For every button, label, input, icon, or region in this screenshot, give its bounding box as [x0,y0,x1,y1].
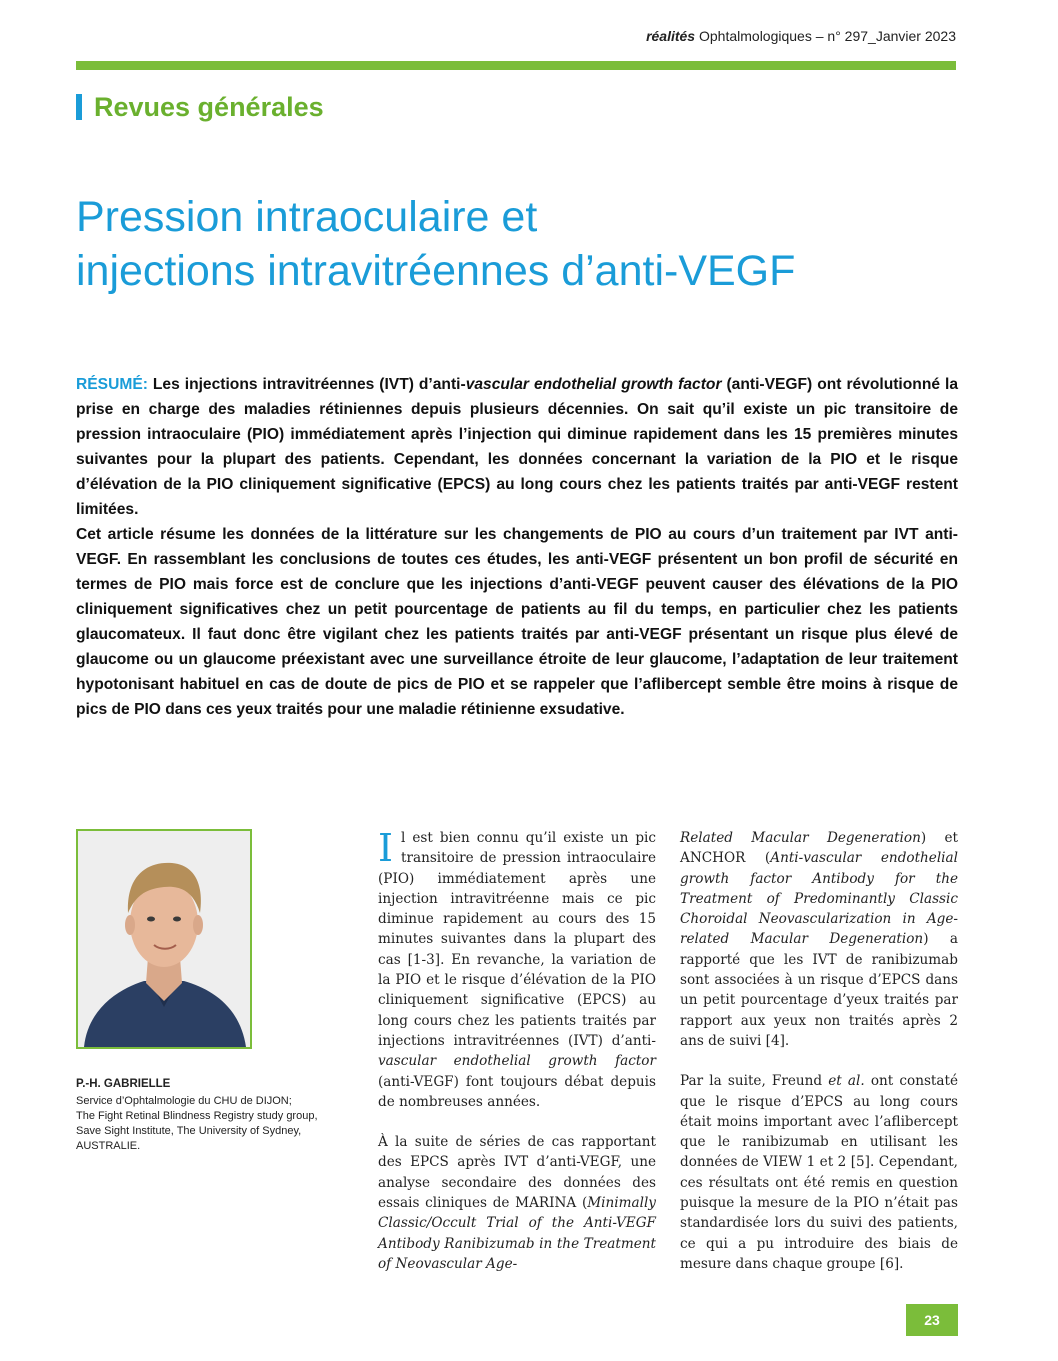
body-text: ) et ANCHOR ( [680,830,958,867]
journal-issue: Ophtalmologiques – n° 297_Janvier 2023 [695,28,956,44]
body-text: À la suite de séries de cas rapportant des EPCS après IVT d’anti-VEGF, une analyse secondaire des données des essais cliniques de MARINA ( [378,1134,656,1212]
body-text: Par la suite, Freund [680,1073,829,1090]
author-affiliation-3: Save Sight Institute, The University of Sydney, [76,1125,302,1137]
abstract-paragraph-1 [76,372,958,522]
author-portrait-image [78,831,250,1047]
body-column-2 [680,828,958,1274]
header-rule [76,61,956,70]
drop-cap: I [378,826,394,870]
body-text: ) a rapporté que les IVT de ranibizumab sont associées à un risque d’EPCS dans un petit pourcentage d’yeux traités par rapport aux yeux non traités après 2 ans de suivi [4]. [680,931,958,1049]
article-title [76,190,956,298]
body-paragraph [680,828,958,1051]
author-affiliation-1: Service d’Ophtalmologie du CHU de DIJON; [76,1095,292,1107]
body-paragraph [378,1132,656,1274]
body-text: ont constaté que le risque d’EPCS au long cours était moins important avec l’aflibercept que le ranibizumab en utilisant les données de VIEW 1 et 2 [5]. Cependant, ces résultats ont été remis en question puisque la mesure de la PIO n’était pas standardisée lors du suivi des patients, ce qui a pu introduire des biais de mesure dans chaque groupe [6]. [680,1073,958,1272]
section-tag [76,90,324,124]
body-italic: Minimally Classic/Occult Trial of the Anti-VEGF Antibody Ranibizumab in the Treatment of Neovascular Age- [378,1195,656,1272]
author-name: P.-H. GABRIELLE [76,1078,171,1090]
section-label: Revues générales [94,91,324,122]
journal-name: réalités [646,28,696,44]
author-affiliation-2: The Fight Retinal Blindness Registry study group, [76,1110,318,1122]
abstract-italic: vascular endothelial growth factor [465,376,722,393]
body-paragraph [680,1071,958,1274]
author-affiliation-4: AUSTRALIE. [76,1140,141,1152]
body-italic: vascular endothelial growth factor [378,1053,656,1070]
body-column-1 [378,828,656,1274]
author-photo [76,829,252,1049]
title-line-1: Pression intraoculaire et [76,193,538,241]
title-line-2: injections intravitréennes d’anti-VEGF [76,247,796,295]
abstract [76,372,958,722]
body-paragraph [378,828,656,1112]
page-number: 23 [906,1304,958,1336]
body-italic: et al. [828,1073,865,1090]
abstract-text: (anti-VEGF) ont révolutionné la prise en charge des maladies rétiniennes depuis plusieurs décennies. On sait qu’il existe un pic transitoire de pression intraoculaire (PIO) immédiatement après l’injection qui diminue rapidement dans les 15 premières minutes suivantes pour la plupart des patients. Cependant, les données concernant la variation de la PIO et le risque d’élévation de la PIO cliniquement significative (EPCS) au long cours chez les patients traités par anti-VEGF restent limitées. [76,376,958,518]
body-italic: Anti-vascular endothelial growth factor Antibody for the Treatment of Predominantly Classic Choroidal Neovascularization in Age-related Macular Degeneration [680,850,958,948]
body-text: l est bien connu qu’il existe un pic transitoire de pression intraoculaire (PIO) immédiatement après une injection intravitréenne mais ce pic diminue rapidement au cours des 15 minutes suivantes dans la plupart des cas [1-3]. En revanche, la variation de la PIO et le risque d’élévation de la PIO cliniquement significative (EPCS) au long cours chez les patients traités par injections intravitréennes (IVT) d’anti- [378,830,656,1049]
author-info [76,1077,346,1154]
abstract-text: Les injections intravitréennes (IVT) d’anti- [147,376,466,393]
abstract-paragraph-2: Cet article résume les données de la littérature sur les changements de PIO au cours d’un traitement par IVT anti-VEGF. En rassemblant les conclusions de toutes ces études, les anti-VEGF présentent un bon profil de sécurité en termes de PIO mais force est de conclure que les injections d’anti-VEGF peuvent causer des élévations de la PIO cliniquement significatives chez un petit pourcentage de patients au fil du temps, en particulier chez les patients glaucomateux. Il faut donc être vigilant chez les patients traités par anti-VEGF présentant un risque plus élevé de glaucome ou un glaucome préexistant avec une surveillance étroite de leur glaucome, l’adaptation de leur traitement hypotonisant habituel en cas de doute de pics de PIO et se rappeler que l’aflibercept semble être moins à risque de pics de PIO dans ces yeux traités pour une maladie rétinienne exsudative. [76,526,958,718]
abstract-keyword: RÉSUMÉ: [76,376,148,393]
section-bar [76,94,82,120]
body-italic: Related Macular Degeneration [680,830,921,846]
journal-header [646,28,956,44]
body-text: (anti-VEGF) font toujours débat depuis de nombreuses années. [378,1073,656,1110]
